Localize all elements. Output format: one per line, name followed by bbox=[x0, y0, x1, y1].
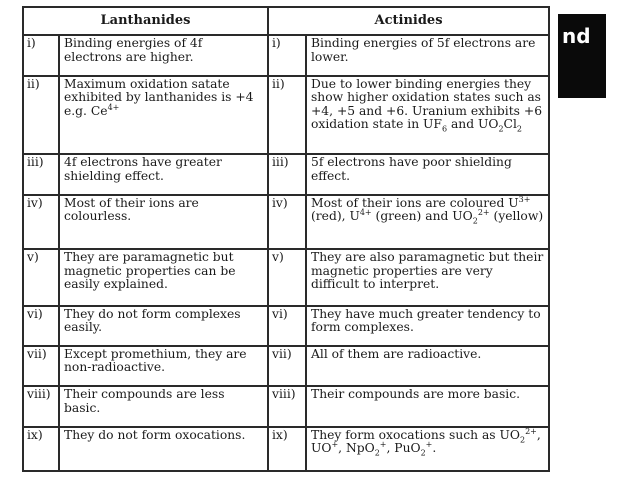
lanthanide-cell: Except promethium, they are non-radioactive. bbox=[59, 346, 268, 386]
superscript: 3+ bbox=[518, 194, 531, 204]
superscript: + bbox=[425, 439, 433, 449]
superscript: 2+ bbox=[477, 208, 490, 217]
row-number: iv) bbox=[268, 195, 306, 249]
lanthanide-cell: They do not form complexes easily. bbox=[59, 306, 268, 346]
row-number: viii) bbox=[23, 386, 59, 426]
actinide-cell: Their compounds are more basic. bbox=[306, 386, 549, 426]
superscript: + bbox=[331, 439, 339, 449]
superscript: 4+ bbox=[359, 208, 372, 217]
cell-text: . bbox=[432, 441, 437, 456]
row-number: i) bbox=[268, 35, 306, 75]
cell-text: Maximum oxidation satate exhibited by lanthanides is +4 e.g. Ce bbox=[64, 76, 254, 118]
cell-text: and UO bbox=[447, 117, 499, 132]
actinide-cell: They have much greater tendency to form complexes. bbox=[306, 306, 549, 346]
table-row bbox=[23, 195, 549, 249]
row-number: ix) bbox=[268, 427, 306, 471]
table-row bbox=[23, 249, 549, 305]
row-number: iii) bbox=[23, 154, 59, 194]
actinide-cell: All of them are radioactive. bbox=[306, 346, 549, 386]
row-number: viii) bbox=[268, 386, 306, 426]
subscript: 2 bbox=[498, 124, 504, 134]
row-number: v) bbox=[268, 249, 306, 305]
row-number: vii) bbox=[268, 346, 306, 386]
row-number: iii) bbox=[268, 154, 306, 194]
actinide-cell bbox=[306, 76, 549, 155]
superscript: + bbox=[379, 439, 387, 449]
lanthanides-actinides-table bbox=[22, 6, 550, 472]
lanthanide-cell: They are paramagnetic but magnetic properties can be easily explained. bbox=[59, 249, 268, 305]
header-row bbox=[23, 7, 549, 35]
table-row bbox=[23, 346, 549, 386]
lanthanide-cell bbox=[59, 76, 268, 155]
superscript: 2+ bbox=[525, 426, 537, 436]
subscript: 6 bbox=[441, 124, 448, 134]
cell-text: They form oxocations such as UO bbox=[311, 427, 520, 442]
corner-text-fragment: nd bbox=[558, 14, 606, 98]
lanthanide-cell: Their compounds are less basic. bbox=[59, 386, 268, 426]
actinide-cell bbox=[306, 427, 549, 471]
cell-text: (red), U bbox=[311, 209, 360, 224]
comparison-table-wrapper bbox=[22, 6, 548, 472]
actinide-cell bbox=[306, 195, 549, 249]
table-row bbox=[23, 386, 549, 426]
superscript: 4+ bbox=[107, 102, 120, 112]
actinide-cell: 5f electrons have poor shielding effect. bbox=[306, 154, 549, 194]
actinide-cell: They are also paramagnetic but their magnetic properties are very difficult to interpret. bbox=[306, 249, 549, 305]
cell-text: Most of their ions are coloured U bbox=[311, 195, 519, 210]
table-row bbox=[23, 427, 549, 471]
table-row bbox=[23, 154, 549, 194]
row-number: vii) bbox=[23, 346, 59, 386]
row-number: v) bbox=[23, 249, 59, 305]
table-row bbox=[23, 35, 549, 75]
row-number: ii) bbox=[23, 76, 59, 155]
subscript: 2 bbox=[472, 216, 478, 226]
lanthanide-cell: They do not form oxocations. bbox=[59, 427, 268, 471]
subscript: 2 bbox=[519, 435, 526, 445]
subscript: 2 bbox=[374, 448, 380, 458]
lanthanide-cell: Binding energies of 4f electrons are higher. bbox=[59, 35, 268, 75]
header-actinides: Actinides bbox=[268, 7, 549, 35]
cell-text: (green) and UO bbox=[371, 209, 473, 224]
row-number: i) bbox=[23, 35, 59, 75]
table-row bbox=[23, 306, 549, 346]
cell-text: (yellow) bbox=[489, 209, 544, 224]
header-lanthanides: Lanthanides bbox=[23, 7, 268, 35]
lanthanide-cell: Most of their ions are colourless. bbox=[59, 195, 268, 249]
lanthanide-cell: 4f electrons have greater shielding effect. bbox=[59, 154, 268, 194]
table-row bbox=[23, 76, 549, 155]
row-number: iv) bbox=[23, 195, 59, 249]
cell-text: , NpO bbox=[338, 441, 375, 456]
row-number: ix) bbox=[23, 427, 59, 471]
subscript: 2 bbox=[420, 448, 426, 458]
row-number: vi) bbox=[268, 306, 306, 346]
row-number: ii) bbox=[268, 76, 306, 155]
cell-text: Due to lower binding energies they show higher oxidation states such as +4, +5 and +6. Uranium exhibits +6 oxidation state in UF bbox=[311, 76, 543, 132]
cell-text: , UO bbox=[311, 427, 541, 456]
cell-text: Cl bbox=[503, 117, 517, 132]
subscript: 2 bbox=[516, 124, 522, 134]
row-number: vi) bbox=[23, 306, 59, 346]
cell-text: , PuO bbox=[386, 441, 421, 456]
actinide-cell: Binding energies of 5f electrons are lower. bbox=[306, 35, 549, 75]
